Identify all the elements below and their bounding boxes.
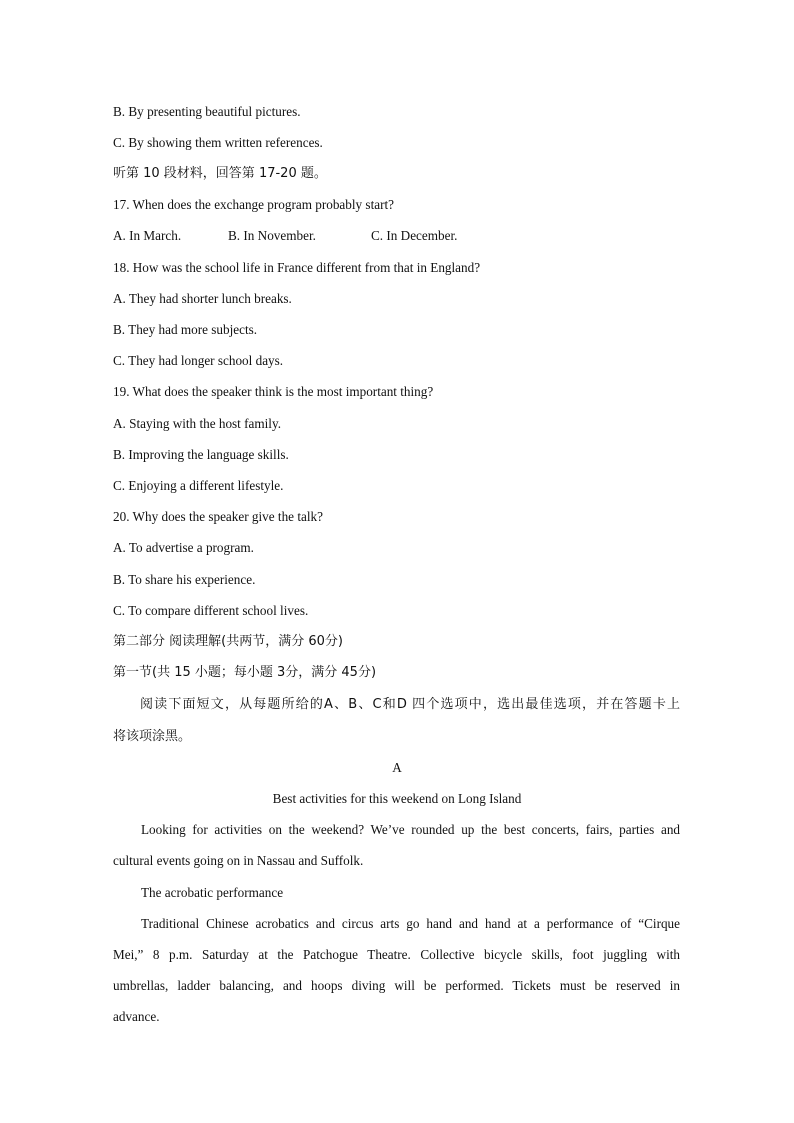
paragraph-line3: umbrellas, ladder balancing, and hoops diving will be performed. Tickets must be reserved in xyxy=(113,978,680,993)
q19-option-a: A. Staying with the host family. xyxy=(113,416,282,431)
q16-option-b: B. By presenting beautiful pictures. xyxy=(113,104,301,119)
subheading-acrobatic: The acrobatic performance xyxy=(141,885,284,900)
q20-question: 20. Why does the speaker give the talk? xyxy=(113,509,323,524)
q16-option-c: C. By showing them written references. xyxy=(113,135,323,150)
paragraph-line1: Traditional Chinese acrobatics and circus arts go hand and hand at a performance of “Cirque xyxy=(141,916,680,931)
q17-option-a: A. In March. xyxy=(113,228,182,243)
q17-question: 17. When does the exchange program probably start? xyxy=(113,197,394,212)
reading-instruction-line1: 阅读下面短文，从每题所给的A、B、C和D 四个选项中，选出最佳选项，并在答题卡上 xyxy=(140,697,680,712)
q20-option-b: B. To share his experience. xyxy=(113,572,256,587)
q20-option-a: A. To advertise a program. xyxy=(113,540,254,555)
q18-question: 18. How was the school life in France different from that in England? xyxy=(113,260,481,275)
part-two-heading: 第二部分 阅读理解(共两节，满分 60分) xyxy=(113,634,343,649)
q19-option-b: B. Improving the language skills. xyxy=(113,447,289,462)
q17-option-b: B. In November. xyxy=(228,228,316,243)
intro-line2: cultural events going on in Nassau and Suffolk. xyxy=(113,853,364,868)
q18-option-b: B. They had more subjects. xyxy=(113,322,258,337)
reading-instruction-line2: 将该项涂黑。 xyxy=(113,729,192,744)
q19-question: 19. What does the speaker think is the most important thing? xyxy=(113,384,434,399)
q17-options xyxy=(0,228,794,244)
section10-instruction: 听第 10 段材料，回答第 17-20 题。 xyxy=(113,166,327,181)
paragraph-line4: advance. xyxy=(113,1009,160,1024)
q18-option-c: C. They had longer school days. xyxy=(113,353,284,368)
q17-option-c: C. In December. xyxy=(371,228,458,243)
passage-letter: A xyxy=(392,760,402,775)
q18-option-a: A. They had shorter lunch breaks. xyxy=(113,291,292,306)
q19-option-c: C. Enjoying a different lifestyle. xyxy=(113,478,284,493)
passage-title: Best activities for this weekend on Long Island xyxy=(272,791,522,806)
q20-option-c: C. To compare different school lives. xyxy=(113,603,309,618)
paragraph-line2: Mei,” 8 p.m. Saturday at the Patchogue Theatre. Collective bicycle skills, foot juggling with xyxy=(113,947,680,962)
section-one-heading: 第一节(共 15 小题；每小题 3分，满分 45分) xyxy=(113,665,377,680)
intro-line1: Looking for activities on the weekend? We’ve rounded up the best concerts, fairs, parties and xyxy=(141,822,680,837)
